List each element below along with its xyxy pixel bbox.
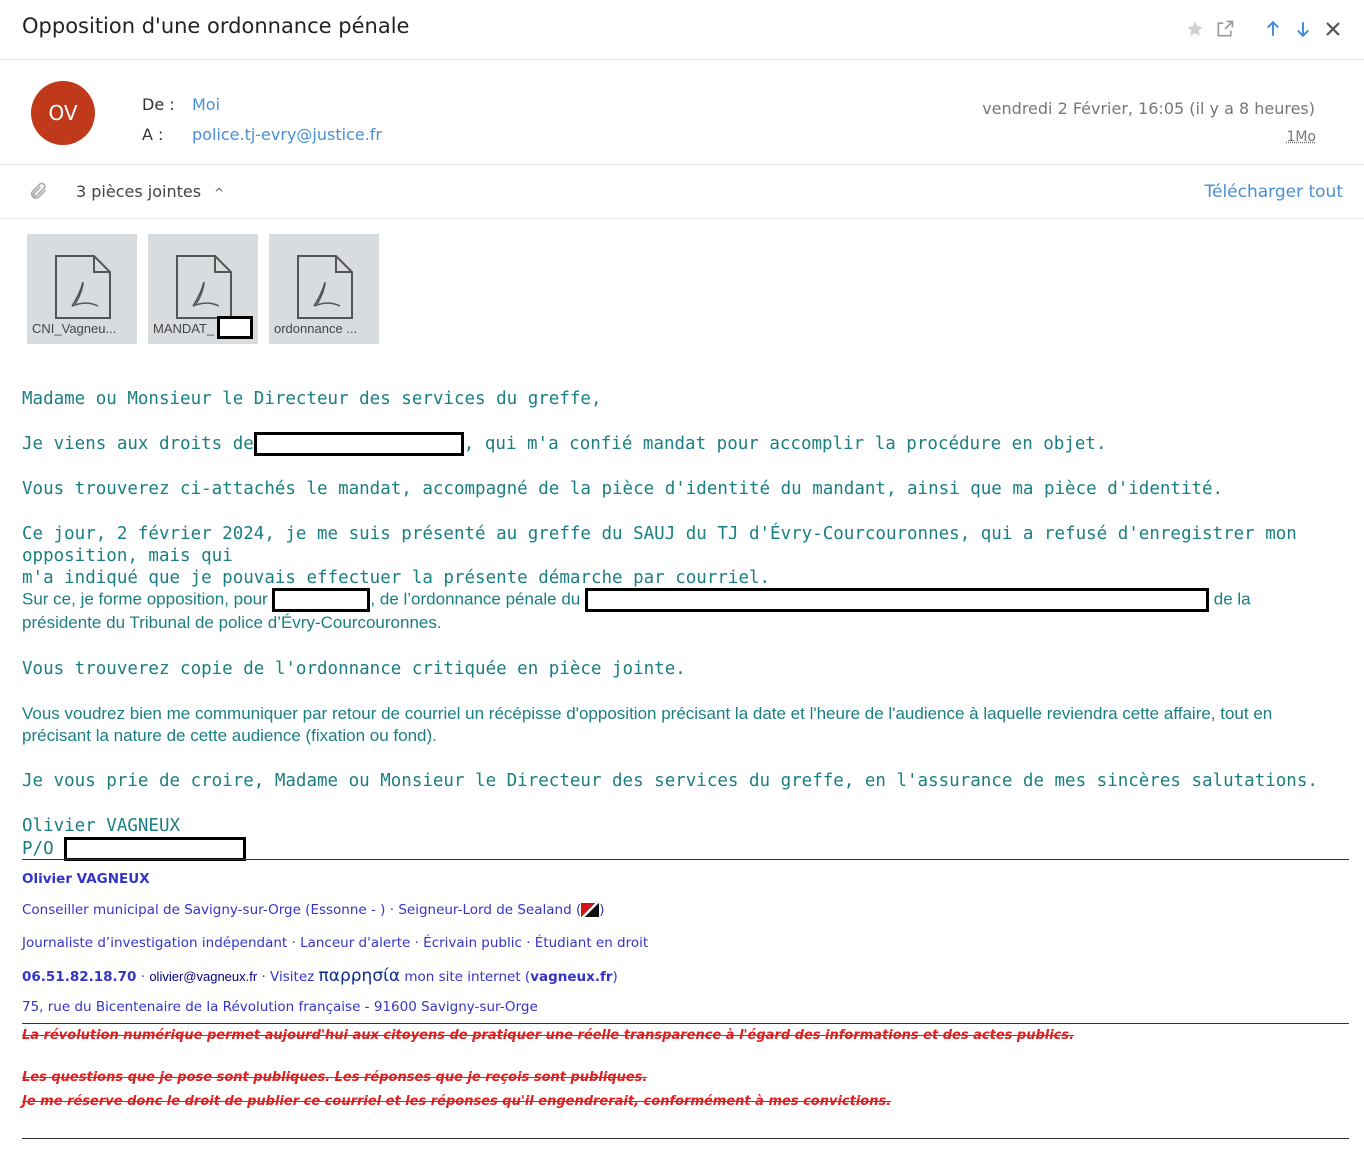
paperclip-icon	[28, 180, 48, 207]
redaction-box	[272, 588, 370, 612]
paragraph-3-line-2: m'a indiqué que je pouvais effectuer la présente démarche par courriel.	[22, 568, 771, 588]
download-all-link[interactable]: Télécharger tout	[1204, 182, 1343, 202]
signature-name: Olivier VAGNEUX	[22, 871, 150, 887]
redaction-box	[585, 588, 1209, 612]
paragraph-4	[22, 588, 1352, 634]
paragraph-6-line-2: précisant la nature de cette audience (fixation ou fond).	[22, 726, 437, 745]
disclaimer-line-2: Les questions que je pose sont publiques. Les réponses que je reçois sont publiques.	[22, 1070, 648, 1085]
greek-word: παρρησία	[318, 966, 401, 986]
from-value[interactable]: Moi	[192, 95, 221, 114]
popout-icon[interactable]	[1214, 18, 1236, 40]
disclaimer-line-1: La révolution numérique permet aujourd'hui aux citoyens de pratiquer une réelle transparence à l'égard des informations et des actes publics.	[22, 1028, 1075, 1043]
pdf-file-icon	[175, 254, 233, 320]
message-actions	[1176, 18, 1344, 40]
paragraph-4-end: de la	[1213, 589, 1251, 609]
from-label: De :	[142, 95, 175, 114]
arrow-up-icon[interactable]	[1262, 18, 1284, 40]
to-value[interactable]: police.tj-evry@justice.fr	[192, 125, 382, 144]
phone-number: 06.51.82.18.70	[22, 969, 137, 985]
divider	[22, 859, 1349, 860]
signature-line-3: 06.51.82.18.70 · olivier@vagneux.fr · Visitez παρρησία mon site internet (vagneux.fr)	[22, 966, 618, 986]
pdf-file-icon	[296, 254, 354, 320]
signature-address: 75, rue du Bicentenaire de la Révolution française - 91600 Savigny-sur-Orge	[22, 999, 538, 1015]
attachment-name: CNI_Vagneu...	[32, 321, 117, 336]
email-subject: Opposition d'une ordonnance pénale	[22, 14, 410, 38]
from-to-fields	[142, 95, 382, 155]
email-link[interactable]: olivier@vagneux.fr	[149, 969, 258, 984]
signature-line-1: Conseiller municipal de Savigny-sur-Orge (Essonne - ) · Seigneur-Lord de Sealand ( )	[22, 902, 605, 918]
attachment-thumb-3[interactable]	[269, 234, 379, 344]
star-icon[interactable]	[1184, 18, 1206, 40]
paragraph-4-line-2: présidente du Tribunal de police d’Évry-Courcouronnes.	[22, 613, 442, 632]
attachments-count: 3 pièces jointes	[76, 182, 202, 201]
message-header	[0, 0, 1364, 60]
redaction-box	[64, 837, 246, 861]
redaction-box	[254, 432, 464, 456]
sender-block	[0, 61, 1364, 165]
paragraph-3-line-1: Ce jour, 2 février 2024, je me suis présenté au greffe du SAUJ du TJ d'Évry-Courcouronnes, qui a refusé d'enregistrer mon opposition, mais qui	[22, 524, 1297, 566]
to-label: A :	[142, 125, 164, 144]
divider	[22, 1023, 1349, 1024]
paragraph-1-end: , qui m'a confié mandat pour accomplir la procédure en objet.	[463, 434, 1107, 454]
avatar: OV	[31, 81, 95, 145]
attachment-thumb-2[interactable]	[148, 234, 258, 344]
signature-line-2: Journaliste d’investigation indépendant · Lanceur d'alerte · Écrivain public · Étudiant en droit	[22, 935, 649, 951]
message-date: vendredi 2 Février, 16:05 (il y a 8 heures)	[982, 99, 1315, 118]
arrow-down-icon[interactable]	[1292, 18, 1314, 40]
paragraph-6-line-1: Vous voudrez bien me communiquer par retour de courriel un récépisse d'opposition précisant la date et l'heure de l'audience à laquelle reviendra cette affaire, tout en	[22, 704, 1273, 723]
paragraph-6	[22, 703, 1352, 747]
divider	[22, 1138, 1349, 1139]
paragraph-3	[22, 523, 1352, 589]
chevron-up-icon: ^	[214, 186, 225, 200]
sealand-flag-icon	[581, 903, 599, 917]
paragraph-2: Vous trouverez ci-attachés le mandat, accompagné de la pièce d'identité du mandant, ainsi que ma pièce d'identité.	[22, 479, 1224, 499]
closing: Je vous prie de croire, Madame ou Monsieur le Directeur des services du greffe, en l'assurance de mes sincères salutations.	[22, 771, 1318, 791]
paragraph-4-start: Sur ce, je forme opposition, pour	[22, 589, 268, 609]
attachment-thumb-1[interactable]	[27, 234, 137, 344]
sender-name: Olivier VAGNEUX	[22, 816, 181, 836]
attachments-toggle[interactable]	[76, 182, 224, 201]
message-size: 1Mo	[1286, 129, 1316, 145]
paragraph-1-start: Je viens aux droits de	[22, 434, 254, 454]
pdf-file-icon	[54, 254, 112, 320]
paragraph-4-mid: , de l’ordonnance pénale du	[370, 589, 581, 609]
website-link[interactable]: vagneux.fr	[530, 969, 613, 985]
po-label: P/O	[22, 839, 54, 859]
greeting: Madame ou Monsieur le Directeur des services du greffe,	[22, 389, 602, 409]
attachments-bar	[0, 166, 1364, 219]
paragraph-5: Vous trouverez copie de l'ordonnance critiquée en pièce jointe.	[22, 659, 686, 679]
close-icon[interactable]	[1322, 18, 1344, 40]
attachment-name: MANDAT_	[153, 321, 215, 336]
redaction-box	[217, 316, 253, 339]
attachment-thumbnails	[27, 234, 390, 344]
per-order	[22, 837, 1352, 861]
attachment-name: ordonnance ...	[274, 321, 358, 336]
disclaimer-line-3: Je me réserve donc le droit de publier ce courriel et les réponses qu'il engendrerait, conformément à mes convictions.	[22, 1094, 892, 1109]
paragraph-1	[22, 432, 1352, 456]
